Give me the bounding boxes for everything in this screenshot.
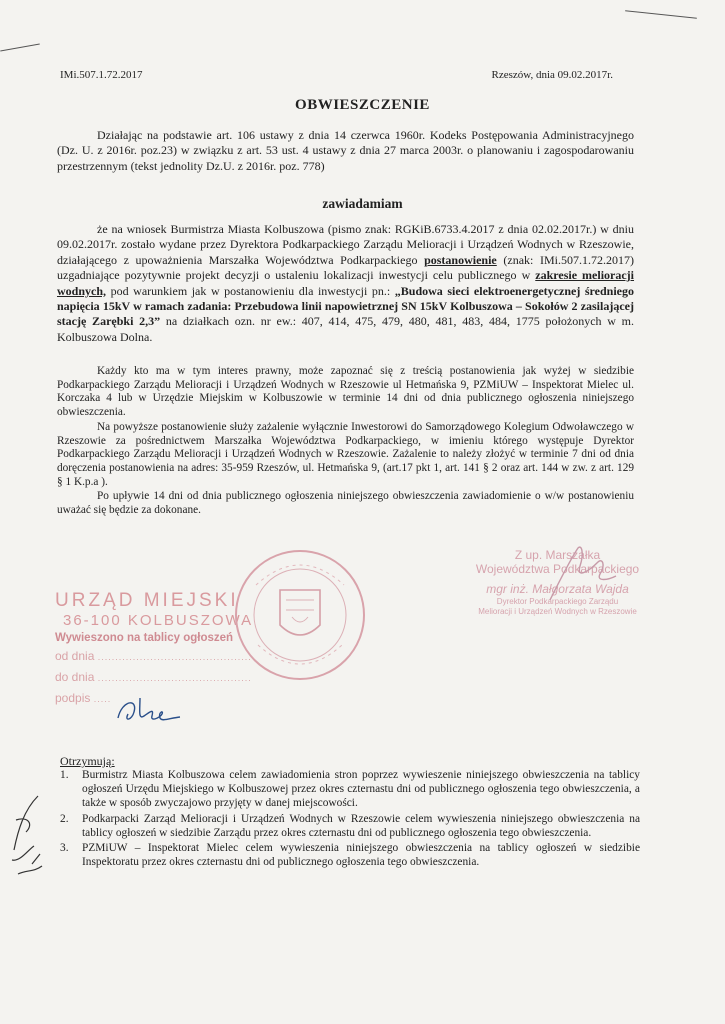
paragraph-inspection	[57, 365, 634, 420]
office-stamp-line3: Wywieszono na tablicy ogłoszeń	[55, 632, 234, 644]
recipient-text: PZMiUW – Inspektorat Mielec celem wywieszenia niniejszego obwieszczenia na tablicy ogłoszeń w siedzibie Inspektoratu przez okres czternastu dni od publicznego ogłoszenia tego obwieszczenia.	[82, 842, 640, 869]
main-text-parcels: na działkach ozn. nr ew.: 407, 414, 475, 479, 480, 481, 483, 484, 1775 położonych w m. Kolbuszowa Dolna.	[57, 314, 635, 344]
case-number: IMi.507.1.72.2017	[60, 69, 143, 81]
signature-stamp-line1: Z up. Marszałka	[514, 548, 601, 562]
investment-name: „Budowa sieci elektroenergetycznej średniego napięcia 15kV w ramach zadania: Przebudowa linii napowietrznej SN 15kV Kolbuszowa – Sokołów 2 zasilającej stację Zarębki 2,3”	[57, 283, 635, 329]
main-text-scope: zakresie melioracji wodnych,	[57, 268, 635, 298]
office-stamp-sign-label: podpis	[55, 691, 91, 705]
round-seal	[230, 545, 370, 685]
recipient-number: 2.	[60, 812, 69, 825]
recipient-number: 1.	[60, 769, 69, 781]
office-stamp-to: do dnia ............................................	[55, 670, 252, 684]
signature-stamp-line2: Województwa Podkarpackiego	[475, 562, 640, 576]
signature-stamp-line4: Dyrektor Podkarpackiego Zarządu	[496, 597, 619, 606]
recipients-title: Otrzymują:	[60, 754, 115, 768]
list-item	[60, 841, 640, 869]
office-stamp-from: od dnia ............................................	[55, 649, 252, 663]
office-stamp-from-label: od dnia	[55, 649, 95, 663]
scan-mark-top-right	[625, 10, 697, 19]
office-stamp-line1: URZĄD MIEJSKI	[55, 590, 239, 611]
paragraph-delivery	[57, 490, 634, 517]
list-item	[60, 812, 640, 840]
intro-text: Działając na podstawie art. 106 ustawy z dnia 14 czerwca 1960r. Kodeks Postępowania Administracyjnego (Dz. U. z 2016r. poz.23) w związku z art. 53 ust. 4 ustawy z dnia 27 marca 2003r. o planowaniu i zagospodarowaniu przestrzennym (tekst jednolity Dz.U. z 2016r. poz. 778)	[57, 128, 634, 173]
place-date: Rzeszów, dnia 09.02.2017r.	[491, 69, 613, 81]
recipients-list	[60, 768, 640, 870]
main-text-c: (znak: IMi.507.1.72.2017) uzgadniające pozytywnie projekt decyzji o ustaleniu lokalizacji inwestycji celu publicznego w	[57, 252, 634, 283]
paragraph-appeal	[57, 421, 634, 490]
main-text-e: pod warunkiem jak w postanowieniu dla inwestycji pn.:	[110, 283, 391, 298]
office-stamp-sign: podpis .....	[55, 691, 112, 705]
margin-handwritten-note	[4, 790, 49, 880]
recipient-text: Podkarpacki Zarząd Melioracji i Urządzeń Wodnych w Rzeszowie celem wywieszenia niniejszego obwieszczenia na tablicy ogłoszeń w siedzibie Zarządu przez okres czternastu dni od publicznego ogłoszenia tego obwieszczenia.	[82, 812, 640, 839]
main-paragraph	[57, 222, 634, 345]
paragraph-appeal-text: Na powyższe postanowienie służy zażalenie wyłącznie Inwestorowi do Samorządowego Kolegium Odwoławczego w Rzeszowie za pośrednictwem Marszałka Województwa Podkarpackiego, w imieniu którego występuje Dyrektor Podkarpackiego Zarządu Melioracji i Urządzeń Wodnych w Rzeszowie. Zażalenie to należy złożyć w terminie 7 dni od dnia doręczenia postanowienia na adres: 35-959 Rzeszów, ul. Hetmańska 9, (art.17 pkt 1, art. 141 § 2 oraz art. 144 w zw. z art. 129 § 1 K.p.a ).	[57, 421, 634, 488]
main-text-postanowienie: postanowienie	[424, 252, 497, 267]
intro-paragraph	[57, 128, 634, 174]
recipient-number: 3.	[60, 842, 69, 855]
office-stamp-to-label: do dnia	[55, 670, 95, 684]
paragraph-delivery-text: Po upływie 14 dni od dnia publicznego ogłoszenia niniejszego obwieszczenia zawiadomienie o w/w postanowieniu uważać się będzie za dokonane.	[57, 490, 634, 516]
office-stamp-line2: 36-100 KOLBUSZOWA	[63, 612, 254, 629]
paragraph-inspection-text: Każdy kto ma w tym interes prawny, może zapoznać się z treścią postanowienia jak wyżej w siedzibie Podkarpackiego Zarządu Melioracji i Urządzeń Wodnych w Rzeszowie ul Hetmańska 9, PZMiUW – Inspektorat Mielec ul. Korczaka 4 lub w Urzędzie Miejskim w Kolbuszowie w terminie 14 dni od dnia publicznego ogłoszenia niniejszego obwieszczenia.	[57, 365, 634, 419]
signature-stamp-line5: Melioracji i Urządzeń Wodnych w Rzeszowie	[478, 607, 637, 616]
scan-mark-top-left	[0, 44, 40, 52]
document-title: OBWIESZCZENIE	[295, 97, 430, 113]
director-signature	[540, 540, 620, 610]
document-subtitle: zawiadamiam	[322, 196, 403, 211]
main-text-a: że na wniosek Burmistrza Miasta Kolbuszowa (pismo znak: RGKiB.6733.4.2017 z dnia 02.02.2017r.) w dniu 09.02.2017r. zostało wydane przez Dyrektora Podkarpackiego Zarządu Melioracji i Urządzeń Wodnych w Rzeszowie, działającego z upoważnienia Marszałka Województwa Podkarpackiego	[57, 222, 634, 267]
list-item	[60, 768, 640, 811]
recipient-text: Burmistrz Miasta Kolbuszowa celem zawiadomienia stron poprzez wywieszenie niniejszego obwieszczenia na tablicy ogłoszeń Urzędu Miejskiego w Kolbuszowej przez okres czternastu dni od publicznego ogłoszenia tego obwieszczenia, a także w sposób zwyczajowo przyjęty w danej miejscowości.	[82, 769, 640, 810]
handwritten-initials	[110, 690, 185, 730]
signature-stamp-line3: mgr inż. Małgorzata Wajda	[486, 582, 629, 596]
